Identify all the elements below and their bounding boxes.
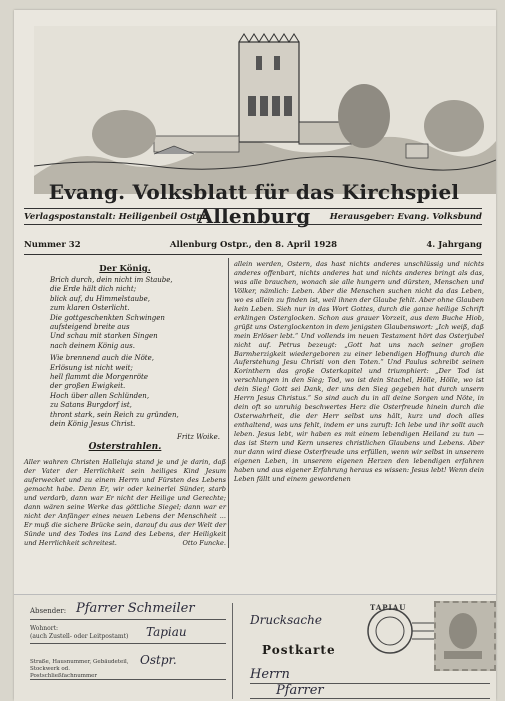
poem-line: Und schau mit starken Singen bbox=[50, 332, 158, 341]
poem-stanza-1 bbox=[50, 276, 226, 351]
poem-line: blick auf, du Himmelstaube, bbox=[50, 294, 150, 303]
sender-rule bbox=[30, 619, 226, 620]
church-illustration bbox=[34, 26, 496, 194]
editor: Herausgeber: Evang. Volksbund bbox=[329, 212, 482, 222]
newspaper-title: Evang. Volksblatt für das Kirchspiel Allenburg bbox=[48, 180, 460, 228]
place-hint: (auch Zustell- oder Leitpostamt) bbox=[30, 633, 129, 640]
issue-number: Nummer 32 bbox=[24, 240, 81, 250]
poem-line: Wie brennend auch die Nöte, bbox=[50, 354, 154, 363]
poem-column bbox=[24, 260, 226, 441]
recipient-rule-2 bbox=[250, 698, 490, 699]
title-rule bbox=[24, 208, 482, 209]
place-date: Allenburg Ostpr., den 8. April 1928 bbox=[169, 240, 338, 250]
poem-stanza-2 bbox=[50, 354, 226, 429]
poem-line: zu Satans Burgdorf ist, bbox=[50, 401, 132, 410]
poem-line: Erlösung ist nicht weit; bbox=[50, 363, 133, 372]
article-left-text bbox=[24, 458, 226, 548]
poem-line: der großen Ewigkeit. bbox=[50, 382, 126, 391]
street-value: Ostpr. bbox=[140, 653, 177, 667]
article-left-author: Otto Funcke. bbox=[182, 539, 226, 547]
street-label: Straße, Hausnummer, Gebäudeteil, Stockwerk od. Postschließfachnummer bbox=[30, 659, 129, 679]
article-right-column bbox=[234, 260, 484, 484]
poem-line: hell flammt die Morgenröte bbox=[50, 373, 148, 382]
poem-author: Fritz Woike. bbox=[177, 432, 220, 441]
poem-line: zum klaren Osterlicht. bbox=[50, 304, 130, 313]
article-right-text: allein werden, Ostern, das hast nichts anderes unschlüssig und nichts anderes offenbart, nichts anderes hat und nichts anderes bringt als das, was alle brauchen, wonach sie alle hungern und dürsten, Menschen und Völker, nämlich: Leben. Aber die Menschen suchen nicht da das Leben, wo es allein zu finden ist, weil ihnen der Glaube fehlt. Aber ohne Glauben kein Leben. Sieh nur in das Wort Gottes, durch die ganze heilige Schrift erklingen Osterglocken. Schon aus grauer Vorzeit, aus dem Buche Hiob, grüßt uns Osterglockenton in dem jenigsten Glaubenswort: „Ich weiß, daß mein Erlöser lebt.“ Und vollends im neuen Testament hört das Osterjubel nicht auf. Petrus bezeugt: „Gott hat uns nach seiner großen Barmherzigkeit wiedergeboren zu einer lebendigen Hoffnung durch die Auferstehung Jesu Christi von den Toten.“ Und Paulus schreibt seinen Korinthern das große Osterkapitel und triumphiert: „Der Tod ist verschlungen in den Sieg; Tod, wo ist dein Stachel, Hölle, Hölle, wo ist dein Sieg! Gott sei Dank, der uns den Sieg gegeben hat durch unsern Herrn Jesus Christus.“ So sind auch du in all deine Sorgen und Nöte, in dein oft so unruhig beschwertes Herz die Osterfreude hinein durch die Osterwahrheit, die der Herr selbst uns hält, kurz und doch alles enthaltend, was uns fehlt, indem er uns zuruft: Ich lebe und ihr sollt auch leben. Jesus lebt, wir haben es mit einem lebendigen Heiland zu tun — das ist Stern und Kern unseres christlichen Glaubens und Lebens. Aber nur dann wird diese Osterfreude uns erfüllen, wenn wir selbst in unserem eigenen Leben, in unserem eigenen Herzen den lebendigen erfahren haben und aus eigener Erfahrung heraus es wissen: Jesus lebt! Wenn dein Leben fällt und einem gewordenen bbox=[234, 260, 484, 483]
recipient-line-1: Herrn bbox=[250, 667, 290, 682]
publisher-rule bbox=[24, 224, 482, 225]
issue-rule bbox=[24, 254, 482, 255]
poem-title: Der König. bbox=[99, 264, 151, 274]
street-rule bbox=[30, 679, 226, 680]
postcard-divider bbox=[232, 603, 233, 699]
poem-line: die Erde hält dich nicht; bbox=[50, 285, 137, 294]
article-left-body: Aller wahren Christen Halleluja stand je und je darin, daß der Vater der Herrlichkeit sein heiliges Kind Jesum auferwecket und zu einem Herrn und Fürsten des Lebens gemacht habe. Denn Er, wir oder keinerlei Sünder, starb und verdarb, dann war Er nicht der Heilige und Gerechte; dann wären seine Werke das göttliche Siegel; dann war er nicht der Anfänger eines neuen Lebens der Menschheit ... Er muß die sichere Brücke sein, darauf du aus der Welt der Sünde und des Todes ins Land des Lebens, der Heiligkeit und Herrlichkeit schreitest. bbox=[24, 458, 226, 547]
poem-line: dein König Jesus Christ. bbox=[50, 420, 136, 429]
postage-stamp bbox=[434, 601, 496, 671]
place-rule bbox=[30, 643, 226, 644]
postcard-heading: Postkarte bbox=[262, 643, 336, 657]
poem-body bbox=[24, 276, 226, 430]
article-title: Osterstrahlen. bbox=[88, 442, 162, 452]
column-divider bbox=[228, 258, 229, 548]
sender-label: Absender: bbox=[30, 607, 67, 615]
poem-line: aufsteigend breite aus bbox=[50, 323, 130, 332]
place-value: Tapiau bbox=[146, 625, 187, 639]
recipient-line-2: Pfarrer bbox=[276, 683, 324, 698]
publisher: Verlagspostanstalt: Heiligenbeil Ostpr. bbox=[24, 212, 209, 222]
postcard bbox=[14, 594, 496, 701]
poem-line: Die gottgeschenkten Schwingen bbox=[50, 313, 165, 322]
poem-line: thront stark, sein Reich zu gründen, bbox=[50, 410, 179, 419]
mail-type-handwritten: Drucksache bbox=[250, 613, 322, 627]
volume: 4. Jahrgang bbox=[426, 240, 482, 250]
poem-line: Brich durch, dein nicht im Staube, bbox=[50, 276, 173, 284]
recipient-rule-1 bbox=[250, 683, 490, 684]
stamp-portrait-icon bbox=[436, 603, 490, 665]
publisher-line bbox=[24, 212, 482, 222]
postmark-text: TAPIAU bbox=[370, 603, 407, 612]
place-label: Wohnort: bbox=[30, 625, 59, 632]
poem-line: nach deinem König aus. bbox=[50, 341, 135, 350]
issue-line bbox=[24, 240, 482, 250]
poem-line: Hoch über allen Schlünden, bbox=[50, 391, 150, 400]
sender-name: Pfarrer Schmeiler bbox=[76, 601, 195, 616]
